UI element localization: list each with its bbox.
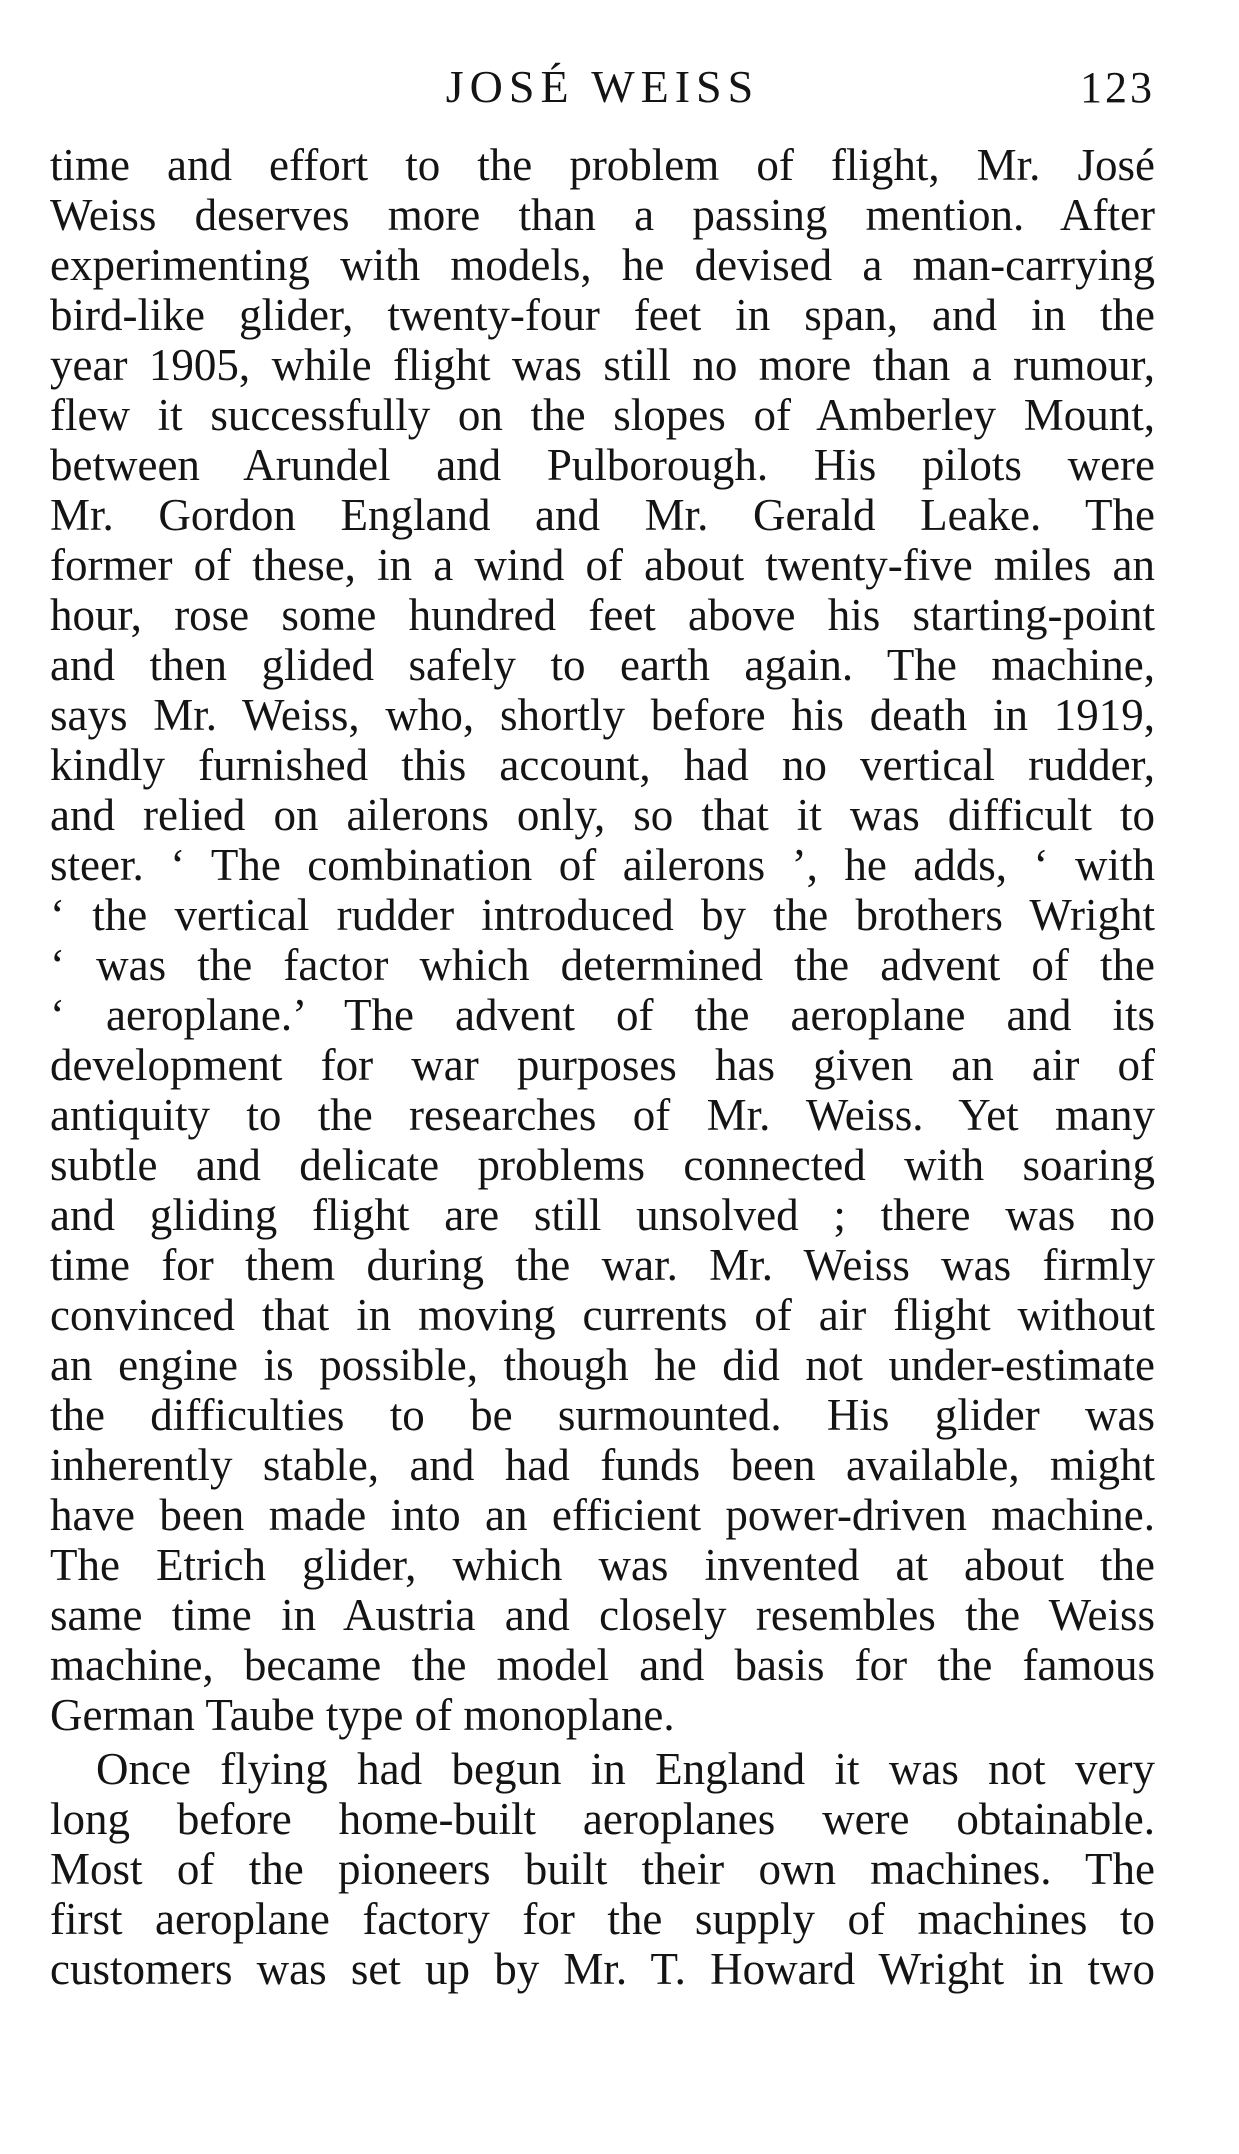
text-line: Weiss deserves more than a passing mention. After xyxy=(50,190,1155,240)
text-line: says Mr. Weiss, who, shortly before his death in 1919, xyxy=(50,690,1155,740)
running-title: JOSÉ WEISS xyxy=(445,61,760,112)
text-line: convinced that in moving currents of air flight without xyxy=(50,1290,1155,1340)
text-line: hour, rose some hundred feet above his starting-point xyxy=(50,590,1155,640)
text-line: machine, became the model and basis for the famous xyxy=(50,1640,1155,1690)
text-line: steer. ‘ The combination of ailerons ’, he adds, ‘ with xyxy=(50,840,1155,890)
body-text xyxy=(50,140,1155,1994)
paragraph xyxy=(50,1744,1155,1994)
text-line: time and effort to the problem of flight, Mr. José xyxy=(50,140,1155,190)
text-line: customers was set up by Mr. T. Howard Wright in two xyxy=(50,1944,1155,1994)
text-line: former of these, in a wind of about twenty-five miles an xyxy=(50,540,1155,590)
text-line: and then glided safely to earth again. The machine, xyxy=(50,640,1155,690)
text-line: Most of the pioneers built their own machines. The xyxy=(50,1844,1155,1894)
text-line: subtle and delicate problems connected with soaring xyxy=(50,1140,1155,1190)
text-line: German Taube type of monoplane. xyxy=(50,1690,675,1740)
text-line: first aeroplane factory for the supply of machines to xyxy=(50,1894,1155,1944)
text-line: experimenting with models, he devised a man-carrying xyxy=(50,240,1155,290)
running-head xyxy=(50,60,1155,120)
text-line: Once flying had begun in England it was not very xyxy=(96,1744,1155,1794)
text-line: between Arundel and Pulborough. His pilots were xyxy=(50,440,1155,490)
text-line: an engine is possible, though he did not under-estimate xyxy=(50,1340,1155,1390)
text-line: ‘ was the factor which determined the advent of the xyxy=(50,940,1155,990)
text-line: and gliding flight are still unsolved ; there was no xyxy=(50,1190,1155,1240)
text-line: the difficulties to be surmounted. His glider was xyxy=(50,1390,1155,1440)
page-number: 123 xyxy=(1080,63,1155,112)
text-line: antiquity to the researches of Mr. Weiss. Yet many xyxy=(50,1090,1155,1140)
text-line: flew it successfully on the slopes of Amberley Mount, xyxy=(50,390,1155,440)
text-line: time for them during the war. Mr. Weiss was firmly xyxy=(50,1240,1155,1290)
text-line: The Etrich glider, which was invented at about the xyxy=(50,1540,1155,1590)
text-line: same time in Austria and closely resembles the Weiss xyxy=(50,1590,1155,1640)
text-line: and relied on ailerons only, so that it was difficult to xyxy=(50,790,1155,840)
text-line: long before home-built aeroplanes were obtainable. xyxy=(50,1794,1155,1844)
paragraph xyxy=(50,140,1155,1740)
text-line: development for war purposes has given an air of xyxy=(50,1040,1155,1090)
text-line: ‘ aeroplane.’ The advent of the aeroplane and its xyxy=(50,990,1155,1040)
text-line: Mr. Gordon England and Mr. Gerald Leake. The xyxy=(50,490,1155,540)
text-line: inherently stable, and had funds been available, might xyxy=(50,1440,1155,1490)
text-line: bird-like glider, twenty-four feet in span, and in the xyxy=(50,290,1155,340)
text-line: have been made into an efficient power-driven machine. xyxy=(50,1490,1155,1540)
text-line: ‘ the vertical rudder introduced by the brothers Wright xyxy=(50,890,1155,940)
text-line: year 1905, while flight was still no more than a rumour, xyxy=(50,340,1155,390)
text-line: kindly furnished this account, had no vertical rudder, xyxy=(50,740,1155,790)
